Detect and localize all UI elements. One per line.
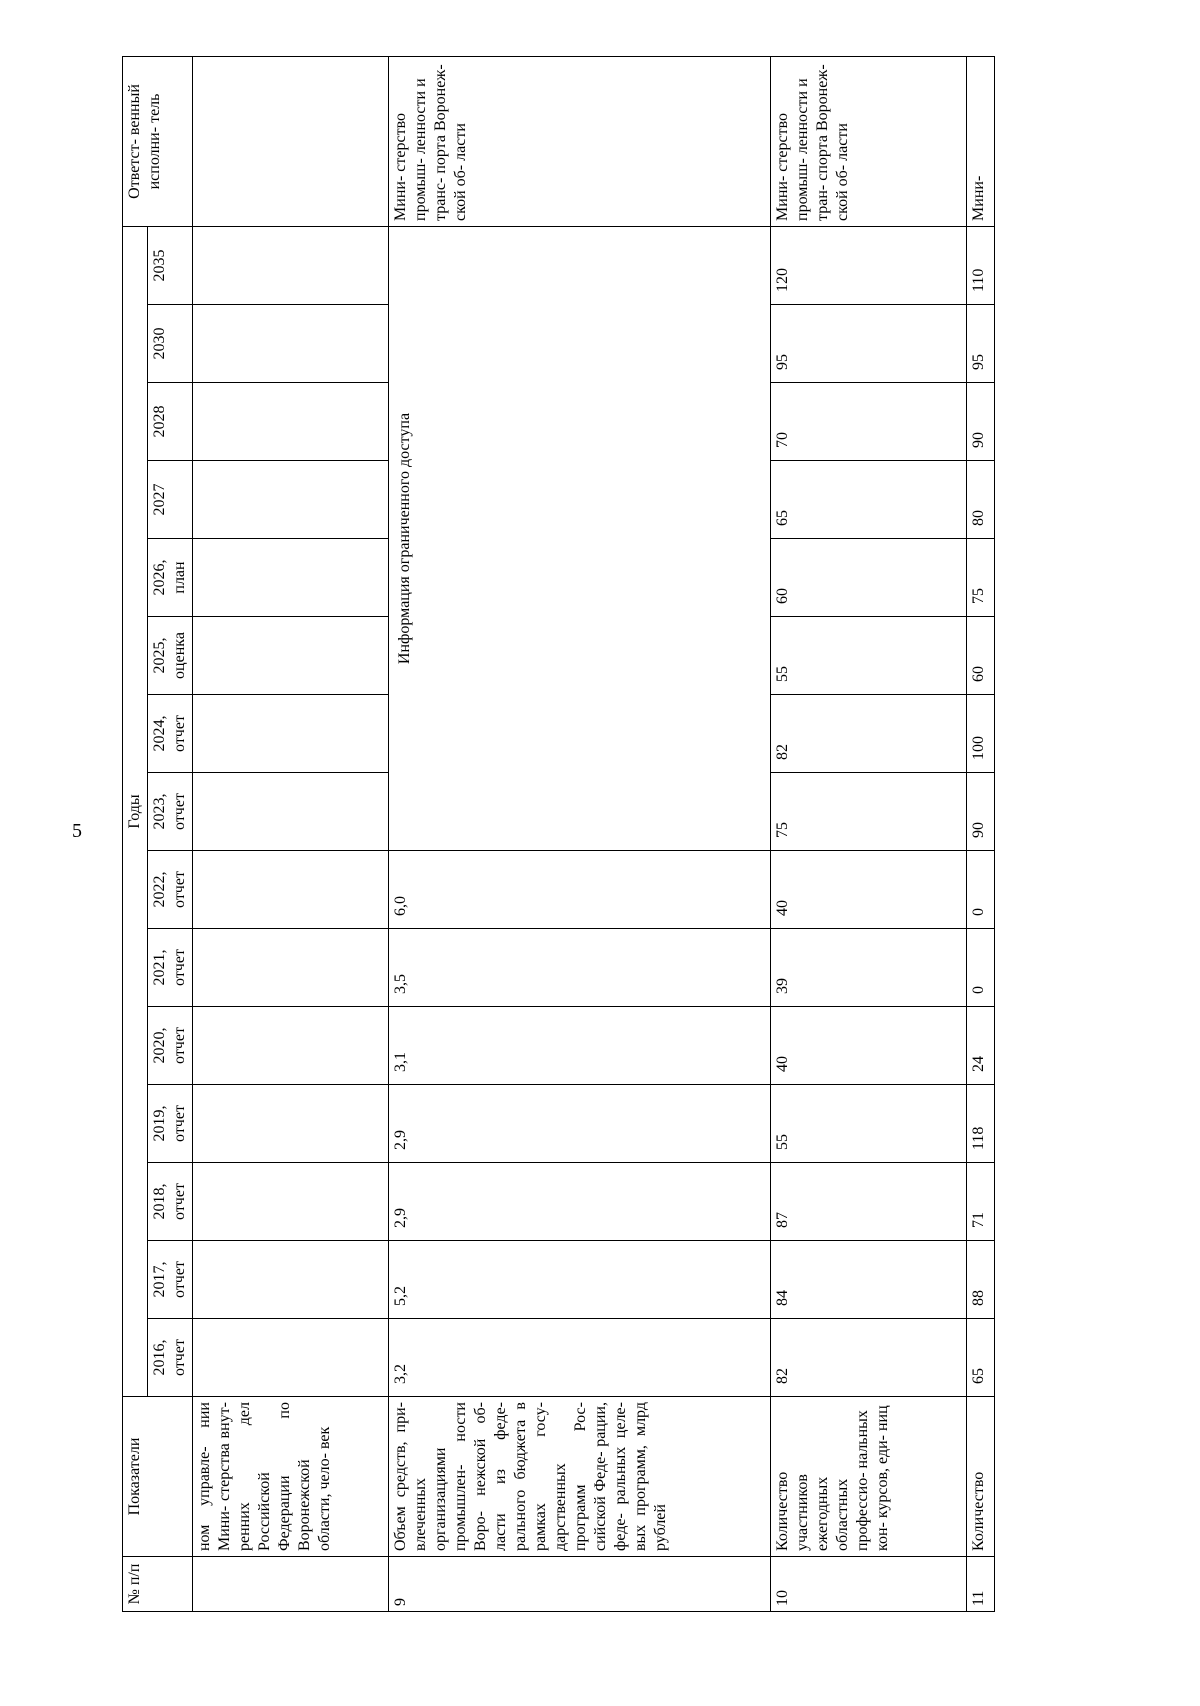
table-row — [771, 56, 967, 1611]
value-cell: 3,5 — [389, 929, 771, 1007]
value-cell: 100 — [967, 695, 995, 773]
table-row — [389, 56, 771, 1611]
year-header: 2022, отчет — [148, 851, 193, 929]
year-header: 2019, отчет — [148, 1085, 193, 1163]
year-header: 2021, отчет — [148, 929, 193, 1007]
value-cell — [193, 461, 389, 539]
value-cell: 95 — [771, 305, 967, 383]
value-cell: 88 — [967, 1241, 995, 1319]
value-cell: 75 — [967, 539, 995, 617]
value-cell — [193, 851, 389, 929]
value-cell: 90 — [967, 773, 995, 851]
value-cell: 80 — [967, 461, 995, 539]
value-cell: 75 — [771, 773, 967, 851]
year-header: 2018, отчет — [148, 1163, 193, 1241]
value-cell: 3,2 — [389, 1319, 771, 1397]
value-cell: 95 — [967, 305, 995, 383]
value-cell: 6,0 — [389, 851, 771, 929]
value-cell: 82 — [771, 1319, 967, 1397]
year-header: 2028 — [148, 383, 193, 461]
value-cell — [193, 539, 389, 617]
value-cell: 55 — [771, 617, 967, 695]
header-responsible: Ответст- венный исполни- тель — [123, 56, 193, 226]
year-header: 2025, оценка — [148, 617, 193, 695]
value-cell: 84 — [771, 1241, 967, 1319]
value-cell — [193, 1007, 389, 1085]
restricted-info: Информация ограниченного доступа — [389, 226, 771, 850]
value-cell: 87 — [771, 1163, 967, 1241]
value-cell: 71 — [967, 1163, 995, 1241]
value-cell: 118 — [967, 1085, 995, 1163]
table-container — [122, 57, 1062, 1612]
value-cell: 0 — [967, 851, 995, 929]
year-header: 2016, отчет — [148, 1319, 193, 1397]
page-number: 5 — [72, 820, 82, 842]
value-cell: 39 — [771, 929, 967, 1007]
value-cell — [193, 695, 389, 773]
year-header: 2027 — [148, 461, 193, 539]
value-cell: 65 — [771, 461, 967, 539]
value-cell — [193, 929, 389, 1007]
row-indicator: Количество — [967, 1397, 995, 1557]
header-num: № п/п — [123, 1557, 193, 1612]
value-cell: 70 — [771, 383, 967, 461]
value-cell: 65 — [967, 1319, 995, 1397]
value-cell: 2,9 — [389, 1163, 771, 1241]
value-cell — [193, 1241, 389, 1319]
value-cell: 82 — [771, 695, 967, 773]
value-cell: 0 — [967, 929, 995, 1007]
value-cell: 90 — [967, 383, 995, 461]
year-header: 2024, отчет — [148, 695, 193, 773]
year-header: 2020, отчет — [148, 1007, 193, 1085]
row-responsible: Мини- стерство промыш- ленности и транс- порта Воронеж- ской об- ласти — [389, 56, 771, 226]
value-cell: 120 — [771, 226, 967, 304]
table-row — [193, 56, 389, 1611]
value-cell: 40 — [771, 1007, 967, 1085]
header-years: Годы — [123, 226, 148, 1396]
value-cell: 110 — [967, 226, 995, 304]
value-cell: 60 — [771, 539, 967, 617]
row-num: 9 — [389, 1557, 771, 1612]
value-cell: 2,9 — [389, 1085, 771, 1163]
value-cell — [193, 773, 389, 851]
year-header: 2017, отчет — [148, 1241, 193, 1319]
value-cell — [193, 617, 389, 695]
table-row — [967, 56, 995, 1611]
value-cell: 60 — [967, 617, 995, 695]
value-cell — [193, 383, 389, 461]
value-cell — [193, 305, 389, 383]
row-responsible: Мини- — [967, 56, 995, 226]
row-num: 10 — [771, 1557, 967, 1612]
row-num: 11 — [967, 1557, 995, 1612]
value-cell: 55 — [771, 1085, 967, 1163]
value-cell: 24 — [967, 1007, 995, 1085]
header-indicators: Показатели — [123, 1397, 193, 1557]
row-responsible — [193, 56, 389, 226]
row-indicator: Количество участников ежегодных областных профессио- нальных кон- курсов, еди- ниц — [771, 1397, 967, 1557]
year-header: 2030 — [148, 305, 193, 383]
header-row-2 — [148, 56, 193, 1611]
value-cell — [193, 1319, 389, 1397]
value-cell: 5,2 — [389, 1241, 771, 1319]
header-row-1 — [123, 56, 148, 1611]
year-header: 2035 — [148, 226, 193, 304]
value-cell — [193, 226, 389, 304]
value-cell: 3,1 — [389, 1007, 771, 1085]
row-indicator: ном управле- нии Мини- стерства внут- ренних дел Российской Федерации по Воронежской области, чело- век — [193, 1397, 389, 1557]
year-header: 2023, отчет — [148, 773, 193, 851]
value-cell — [193, 1163, 389, 1241]
row-num — [193, 1557, 389, 1612]
indicators-table — [122, 56, 995, 1612]
value-cell: 40 — [771, 851, 967, 929]
value-cell — [193, 1085, 389, 1163]
row-indicator: Объем средств, при- влеченных организациями промышлен- ности Воро- нежской об- ласти из феде- рального бюджета в рамках госу- дарственных программ Рос- сийской Феде- рации, феде- ральных целе- вых программ, млрд рублей — [389, 1397, 771, 1557]
year-header: 2026, план — [148, 539, 193, 617]
row-responsible: Мини- стерство промыш- ленности и тран- спорта Воронеж- ской об- ласти — [771, 56, 967, 226]
